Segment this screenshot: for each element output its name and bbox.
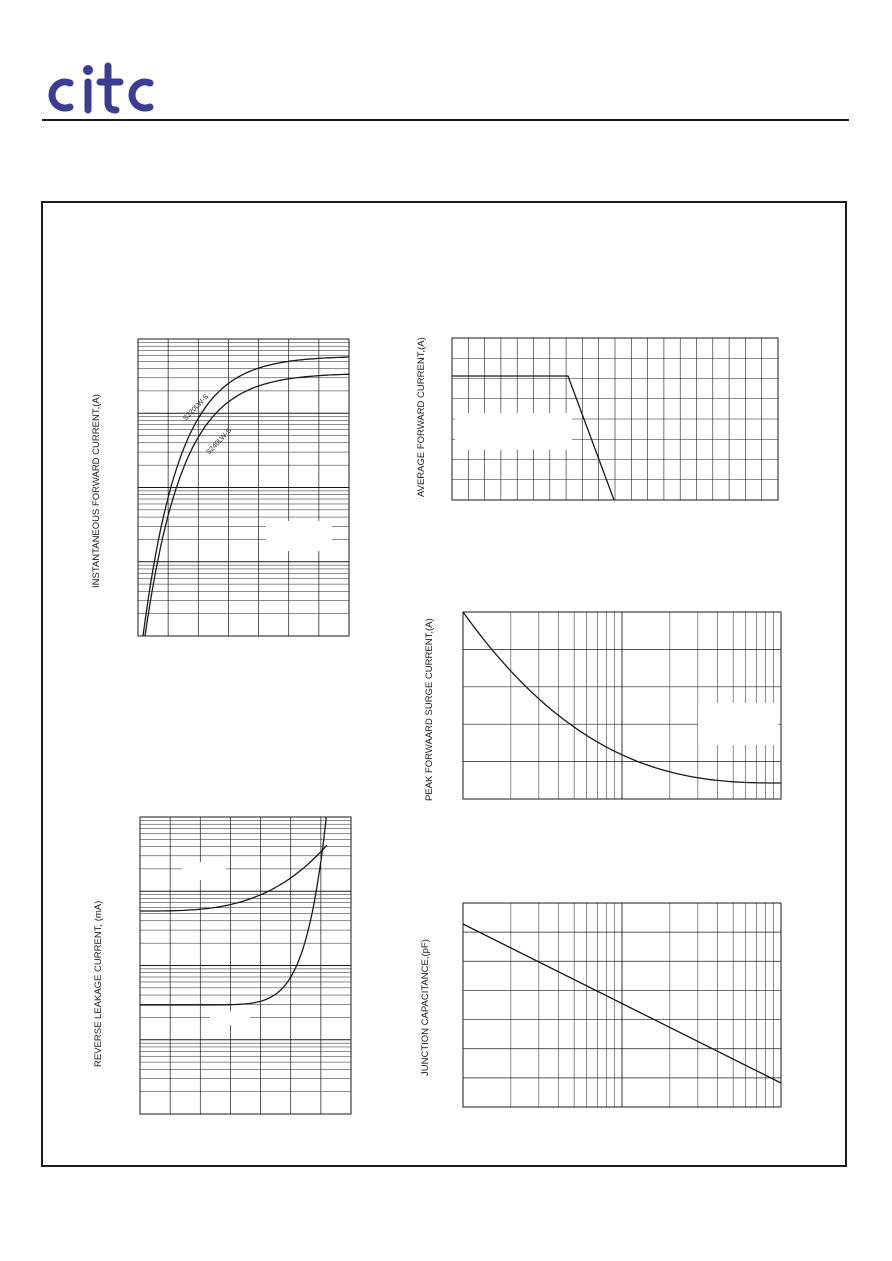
derating-y-axis-label: AVERAGE FORWARD CURRENT,(A) <box>416 337 427 497</box>
chart-surge <box>424 612 781 801</box>
forward-legend-blank <box>266 521 332 551</box>
leakage-y-axis-label: REVERSE LEAKAGE CURRENT, (mA) <box>93 900 104 1067</box>
chart-leakage <box>93 817 351 1114</box>
derating-legend-blank <box>455 413 572 450</box>
surge-legend-blank <box>698 703 778 745</box>
capacitance-grid <box>463 903 781 1107</box>
forward-series-label-s220lw-s: S220LW-S <box>182 393 211 423</box>
leakage-label-blank-2 <box>210 1011 250 1025</box>
forward-grid <box>138 339 349 636</box>
surge-y-axis-label: PEAK FORWAARD SURGE CURRENT,(A) <box>424 618 435 801</box>
capacitance-y-axis-label: JUNCTION CAPACITANCE,(pF) <box>420 939 431 1076</box>
chart-derating <box>416 337 778 500</box>
chart-capacitance <box>420 903 781 1107</box>
forward-series-label-s240lw-s: S240LW-S <box>205 427 234 457</box>
forward-y-axis-label: INSTANTANEOUS FORWARD CURRENT,(A) <box>91 394 102 588</box>
leakage-label-blank-1 <box>182 862 226 880</box>
chart-forward <box>91 339 349 636</box>
leakage-grid <box>140 817 351 1114</box>
leakage-curve-high-temp <box>140 845 327 911</box>
